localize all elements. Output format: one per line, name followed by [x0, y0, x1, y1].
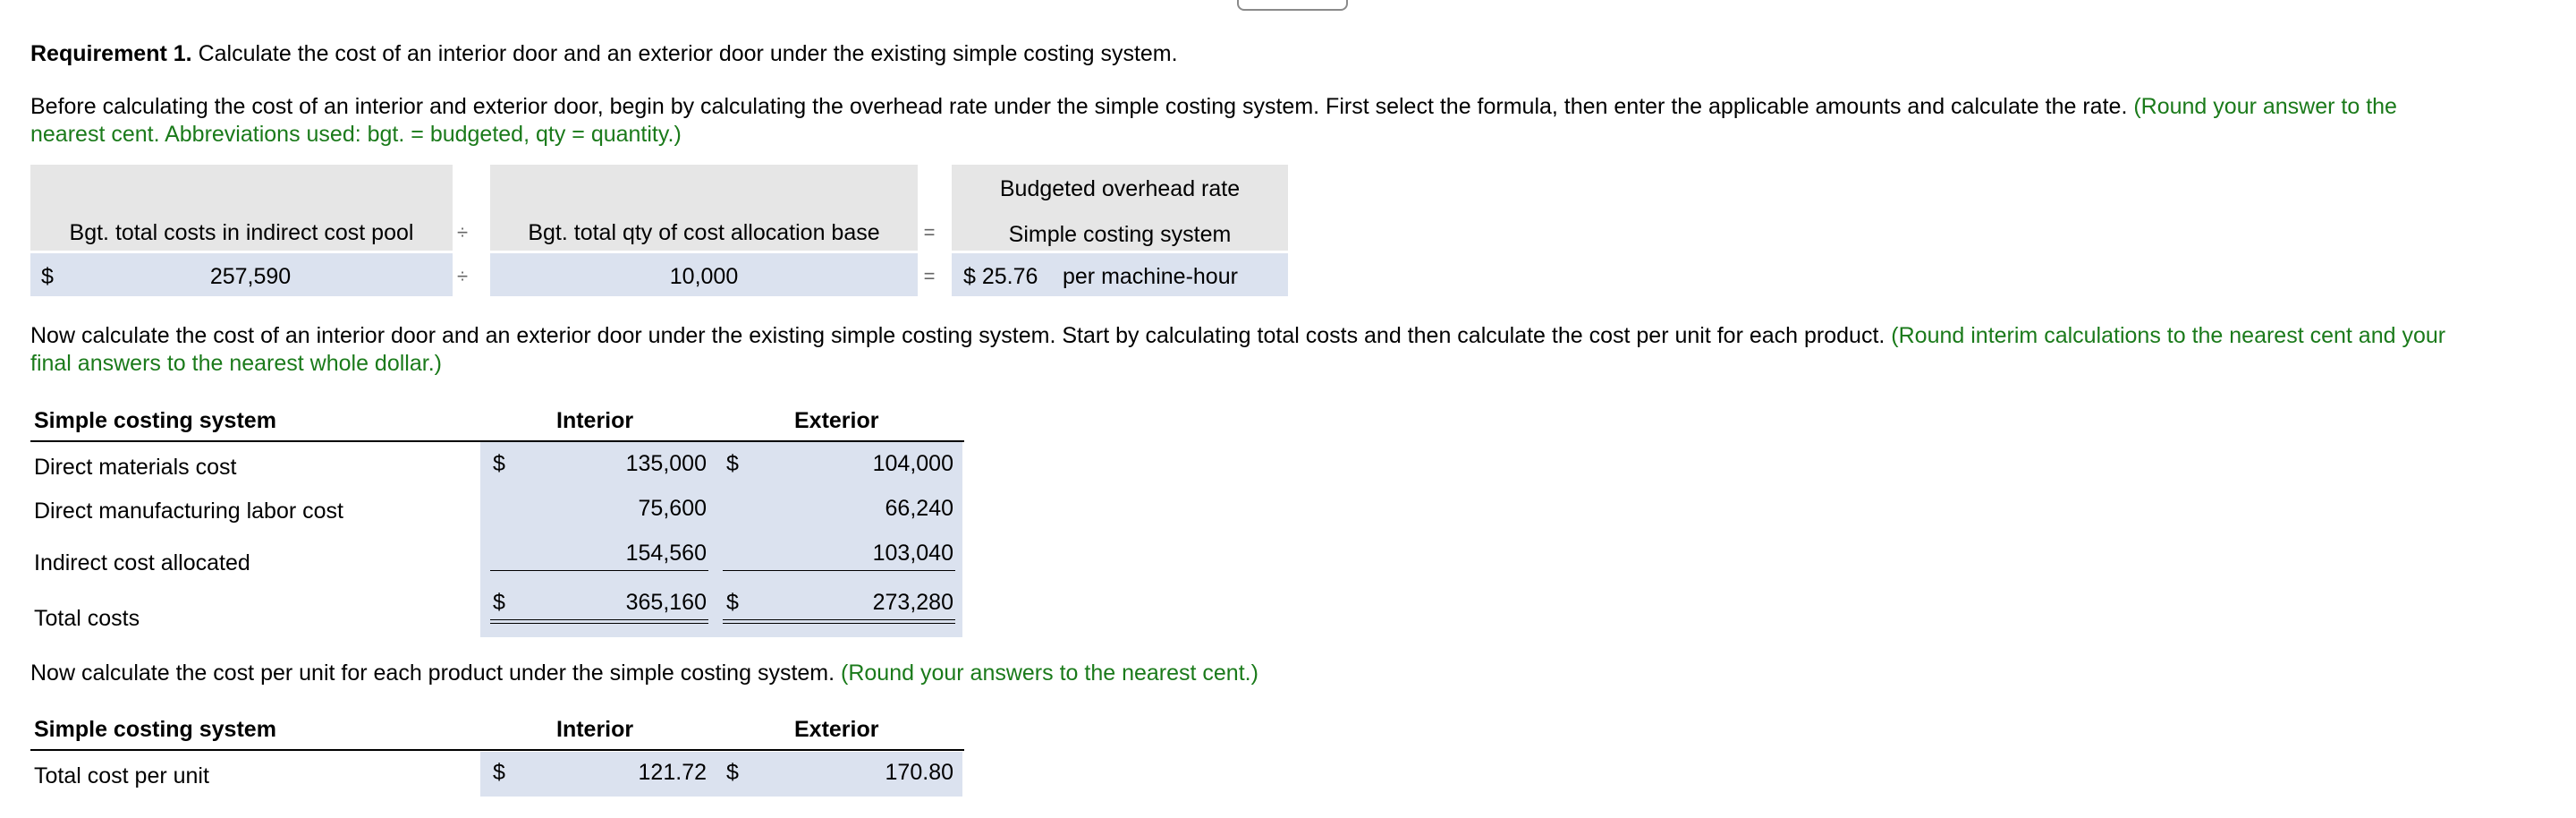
costs-table-header-exterior: Exterior — [794, 408, 879, 433]
costs-table-header-system: Simple costing system — [34, 408, 276, 433]
formula-result-header-2: Simple costing system — [1008, 222, 1232, 247]
costs-labor-exterior[interactable]: 66,240 — [885, 496, 953, 521]
formula-result-header-1: Budgeted overhead rate — [999, 176, 1241, 201]
subtotal-rule-interior — [490, 570, 708, 571]
costs-table-header-interior: Interior — [556, 408, 634, 433]
total-double-rule-interior-2 — [490, 623, 708, 624]
total-double-rule-exterior-2 — [723, 623, 955, 624]
requirement-title: Requirement 1. — [30, 41, 192, 66]
requirement-heading — [30, 40, 1178, 68]
top-partial-button[interactable] — [1237, 0, 1348, 11]
formula-left-label[interactable]: Bgt. total costs in indirect cost pool — [69, 220, 414, 245]
subtotal-rule-exterior — [723, 570, 955, 571]
formula-equals-op: = — [923, 221, 936, 243]
costs-instructions — [30, 322, 2445, 350]
unit-table-header-interior: Interior — [556, 717, 634, 742]
overhead-instructions — [30, 93, 2397, 121]
formula-equals-op-2: = — [923, 265, 936, 287]
costs-instructions-text: Now calculate the cost of an interior door and an exterior door under the existing simple costing system. Start by calculating total costs and then calculate the cost per unit for each product. — [30, 323, 1885, 348]
requirement-text: Calculate the cost of an interior door and an exterior door under the existing simple costing system. — [198, 41, 1178, 66]
formula-divide-op: ÷ — [456, 221, 469, 243]
formula-result-value[interactable]: $ 25.76 — [963, 264, 1038, 289]
unit-header-rule — [30, 749, 964, 751]
formula-left-value[interactable]: 257,590 — [209, 264, 292, 289]
costs-currency-interior: $ — [493, 451, 505, 476]
costs-indirect-exterior[interactable]: 103,040 — [872, 541, 953, 566]
costs-row-label: Total costs — [34, 606, 140, 631]
costs-rounding-hint-2: final answers to the nearest whole dollar.) — [30, 351, 442, 376]
unit-currency-exterior: $ — [726, 760, 739, 785]
overhead-rounding-hint: (Round your answer to the — [2133, 94, 2397, 119]
costs-header-rule — [30, 440, 964, 442]
unit-row-label: Total cost per unit — [34, 763, 209, 788]
unit-instructions — [30, 660, 1258, 687]
costs-indirect-interior[interactable]: 154,560 — [625, 541, 707, 566]
total-double-rule-exterior-1 — [723, 619, 955, 620]
costs-materials-interior[interactable]: 135,000 — [625, 451, 707, 476]
formula-currency-sign: $ — [41, 264, 54, 289]
costs-rounding-hint: (Round interim calculations to the nearest cent and your — [1891, 323, 2446, 348]
unit-cost-interior[interactable]: 121.72 — [638, 760, 707, 785]
formula-divide-op-2: ÷ — [456, 265, 469, 287]
overhead-instructions-text: Before calculating the cost of an interior and exterior door, begin by calculating the overhead rate under the simple costing system. First select the formula, then enter the applicable amounts and calculate the rate. — [30, 94, 2128, 119]
formula-mid-value[interactable]: 10,000 — [669, 264, 739, 289]
costs-total-interior[interactable]: 365,160 — [625, 590, 707, 615]
overhead-abbrev-hint: nearest cent. Abbreviations used: bgt. = budgeted, qty = quantity.) — [30, 122, 682, 147]
unit-table-header-system: Simple costing system — [34, 717, 276, 742]
costs-total-currency-exterior: $ — [726, 590, 739, 615]
costs-row-label: Indirect cost allocated — [34, 550, 250, 575]
unit-cost-exterior[interactable]: 170.80 — [885, 760, 953, 785]
costs-total-exterior[interactable]: 273,280 — [872, 590, 953, 615]
costs-row-label: Direct manufacturing labor cost — [34, 498, 343, 524]
total-double-rule-interior-1 — [490, 619, 708, 620]
costs-currency-exterior: $ — [726, 451, 739, 476]
unit-rounding-hint: (Round your answers to the nearest cent.) — [841, 660, 1258, 686]
formula-result-unit: per machine-hour — [1063, 264, 1238, 289]
costs-labor-interior[interactable]: 75,600 — [638, 496, 707, 521]
costs-materials-exterior[interactable]: 104,000 — [872, 451, 953, 476]
costs-total-currency-interior: $ — [493, 590, 505, 615]
formula-mid-label[interactable]: Bgt. total qty of cost allocation base — [528, 220, 880, 245]
costs-row-label: Direct materials cost — [34, 455, 237, 480]
unit-instructions-text: Now calculate the cost per unit for each product under the simple costing system. — [30, 660, 835, 686]
unit-table-header-exterior: Exterior — [794, 717, 879, 742]
unit-currency-interior: $ — [493, 760, 505, 785]
